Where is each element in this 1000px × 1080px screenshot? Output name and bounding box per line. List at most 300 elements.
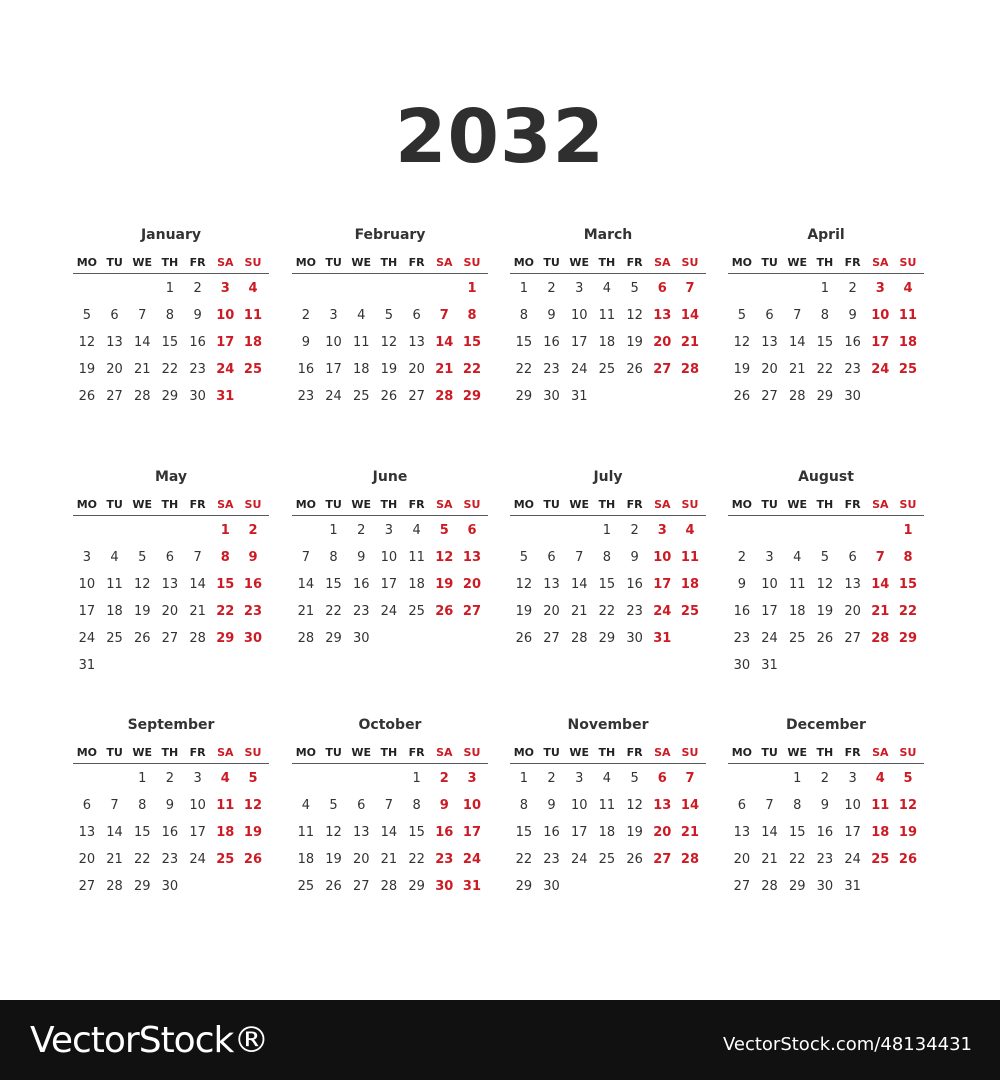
day-cell: 27 <box>78 879 96 894</box>
empty-cell <box>101 522 129 549</box>
day-cell: 3 <box>575 771 584 786</box>
day-cell: 27 <box>543 631 560 646</box>
day-cell: 6 <box>165 550 175 565</box>
day-cell: 11 <box>408 550 425 565</box>
empty-cell <box>320 280 348 307</box>
day-cell: 7 <box>110 798 119 813</box>
day-cell: 30 <box>189 389 206 404</box>
weekday-label: TU <box>106 498 123 511</box>
day-cell: 5 <box>820 550 830 565</box>
weekday-label: SU <box>681 256 699 269</box>
month-title: May <box>154 469 188 485</box>
day-cell: 24 <box>570 852 588 867</box>
month-title: March <box>583 227 633 243</box>
weekend-day: 3 <box>657 523 667 538</box>
day-grid <box>292 274 488 415</box>
weekend-day: 12 <box>243 798 263 813</box>
day-cell: 13 <box>844 577 861 592</box>
month-march <box>510 227 706 415</box>
day-grid <box>73 274 269 415</box>
day-cell: 22 <box>515 362 533 377</box>
empty-cell <box>811 522 839 549</box>
weekend-day: 12 <box>435 550 454 565</box>
empty-cell <box>184 522 212 549</box>
day-cell: 26 <box>733 389 751 404</box>
day-cell: 12 <box>515 577 533 592</box>
weekday-label: WE <box>132 498 153 511</box>
day-cell: 21 <box>189 604 206 619</box>
day-cell: 7 <box>575 550 584 565</box>
day-cell: 23 <box>816 852 834 867</box>
weekend-day: 24 <box>216 362 235 377</box>
weekend-day: 27 <box>462 604 482 619</box>
weekend-day: 30 <box>243 631 263 646</box>
day-cell: 25 <box>598 362 616 377</box>
weekend-day: 27 <box>653 852 672 867</box>
weekday-label: MO <box>731 498 752 511</box>
weekend-day: 7 <box>439 308 449 323</box>
month-title: June <box>372 469 408 485</box>
day-cell: 20 <box>408 362 425 377</box>
day-cell: 10 <box>844 798 861 813</box>
empty-cell <box>866 522 894 549</box>
weekday-header <box>510 746 706 764</box>
day-cell: 14 <box>380 825 398 840</box>
day-cell: 8 <box>165 308 175 323</box>
day-cell: 28 <box>788 389 806 404</box>
day-cell: 19 <box>733 362 751 377</box>
weekend-day: 31 <box>216 389 235 404</box>
weekday-header <box>728 498 924 516</box>
weekday-label: TH <box>598 498 616 511</box>
day-cell: 23 <box>189 362 206 377</box>
day-cell: 28 <box>133 389 151 404</box>
empty-cell <box>73 280 101 307</box>
day-cell: 24 <box>78 631 96 646</box>
day-cell: 27 <box>733 879 751 894</box>
day-cell: 28 <box>297 631 315 646</box>
weekend-day: 1 <box>903 523 913 538</box>
day-cell: 6 <box>848 550 857 565</box>
weekend-day: 15 <box>462 335 482 350</box>
weekend-day: 23 <box>435 852 454 867</box>
day-cell: 20 <box>78 852 96 867</box>
day-cell: 14 <box>761 825 778 840</box>
day-cell: 28 <box>106 879 123 894</box>
day-grid <box>728 764 924 905</box>
day-cell: 5 <box>384 308 394 323</box>
month-title: November <box>567 717 649 733</box>
weekday-label: TU <box>325 498 342 511</box>
weekday-label: WE <box>351 256 372 269</box>
weekend-day: 18 <box>898 335 918 350</box>
weekend-day: 22 <box>898 604 918 619</box>
day-cell: 6 <box>357 798 366 813</box>
empty-cell <box>375 280 403 307</box>
weekend-day: 8 <box>467 308 477 323</box>
weekday-label: SA <box>436 746 453 759</box>
day-cell: 15 <box>408 825 425 840</box>
empty-cell <box>756 770 784 797</box>
day-cell: 7 <box>138 308 147 323</box>
weekend-day: 28 <box>871 631 890 646</box>
day-cell: 22 <box>161 362 179 377</box>
day-cell: 13 <box>733 825 751 840</box>
day-cell: 27 <box>161 631 179 646</box>
day-cell: 10 <box>325 335 342 350</box>
weekend-day: 22 <box>462 362 482 377</box>
day-cell: 22 <box>788 852 806 867</box>
day-cell: 19 <box>380 362 398 377</box>
empty-cell <box>728 522 756 549</box>
weekend-day: 3 <box>220 281 230 296</box>
weekend-day: 31 <box>653 631 672 646</box>
weekday-label: WE <box>132 256 153 269</box>
empty-cell <box>156 522 184 549</box>
month-december <box>728 717 924 905</box>
day-cell: 31 <box>844 879 861 894</box>
weekday-label: SA <box>436 256 453 269</box>
day-cell: 11 <box>598 308 616 323</box>
day-cell: 19 <box>515 604 533 619</box>
day-cell: 13 <box>408 335 425 350</box>
month-title: October <box>358 717 422 733</box>
day-cell: 1 <box>138 771 147 786</box>
day-cell: 13 <box>543 577 560 592</box>
weekend-day: 25 <box>871 852 890 867</box>
weekday-header <box>292 498 488 516</box>
weekend-day: 8 <box>220 550 230 565</box>
weekend-day: 4 <box>875 771 885 786</box>
day-cell: 15 <box>325 577 342 592</box>
weekday-label: SU <box>463 746 481 759</box>
day-cell: 16 <box>352 577 370 592</box>
weekday-label: SA <box>654 746 671 759</box>
weekday-label: TU <box>325 256 342 269</box>
day-cell: 5 <box>138 550 147 565</box>
day-cell: 17 <box>78 604 96 619</box>
day-cell: 8 <box>602 550 612 565</box>
day-cell: 3 <box>329 308 338 323</box>
day-cell: 21 <box>570 604 588 619</box>
month-title: January <box>140 227 202 243</box>
day-grid <box>510 516 706 657</box>
empty-cell <box>73 522 101 549</box>
day-cell: 31 <box>761 658 778 673</box>
day-cell: 12 <box>626 798 643 813</box>
day-cell: 27 <box>106 389 123 404</box>
day-cell: 28 <box>570 631 588 646</box>
weekend-day: 24 <box>871 362 890 377</box>
weekend-day: 5 <box>903 771 913 786</box>
day-cell: 8 <box>519 798 528 813</box>
day-cell: 17 <box>761 604 778 619</box>
weekday-label: SU <box>244 746 262 759</box>
weekday-label: MO <box>76 256 97 269</box>
day-cell: 6 <box>82 798 91 813</box>
day-cell: 30 <box>626 631 643 646</box>
day-cell: 26 <box>626 852 643 867</box>
day-cell: 27 <box>408 389 425 404</box>
empty-cell <box>728 770 756 797</box>
weekday-label: TH <box>380 256 398 269</box>
weekend-day: 18 <box>216 825 235 840</box>
day-cell: 1 <box>412 771 421 786</box>
day-cell: 9 <box>193 308 202 323</box>
weekend-day: 5 <box>248 771 258 786</box>
day-cell: 23 <box>733 631 751 646</box>
weekend-day: 21 <box>680 825 700 840</box>
day-cell: 25 <box>788 631 806 646</box>
weekday-label: SA <box>872 746 889 759</box>
day-cell: 19 <box>626 825 643 840</box>
day-cell: 25 <box>352 389 370 404</box>
weekday-label: MO <box>295 498 316 511</box>
day-cell: 20 <box>106 362 123 377</box>
weekend-day: 16 <box>243 577 263 592</box>
day-cell: 30 <box>543 389 560 404</box>
day-cell: 26 <box>816 631 834 646</box>
weekday-header <box>510 498 706 516</box>
weekend-day: 29 <box>898 631 918 646</box>
weekend-day: 11 <box>898 308 918 323</box>
day-cell: 14 <box>133 335 151 350</box>
empty-cell <box>128 280 156 307</box>
weekday-header <box>510 256 706 274</box>
day-cell: 19 <box>325 852 342 867</box>
weekday-label: FR <box>626 498 643 511</box>
weekend-day: 11 <box>216 798 235 813</box>
day-cell: 22 <box>408 852 425 867</box>
weekend-day: 25 <box>898 362 918 377</box>
day-cell: 24 <box>380 604 398 619</box>
weekday-label: FR <box>189 746 206 759</box>
weekday-label: SA <box>217 256 234 269</box>
weekday-label: FR <box>189 498 206 511</box>
empty-cell <box>101 770 129 797</box>
day-cell: 25 <box>408 604 425 619</box>
weekday-label: FR <box>408 256 425 269</box>
weekend-day: 7 <box>685 281 695 296</box>
weekend-day: 9 <box>439 798 449 813</box>
day-cell: 4 <box>793 550 802 565</box>
weekend-day: 5 <box>439 523 449 538</box>
day-cell: 18 <box>598 335 616 350</box>
day-cell: 23 <box>626 604 643 619</box>
day-cell: 10 <box>189 798 206 813</box>
day-cell: 4 <box>412 523 421 538</box>
weekday-label: SA <box>654 256 671 269</box>
empty-cell <box>783 280 811 307</box>
weekend-day: 14 <box>435 335 454 350</box>
weekday-label: FR <box>626 746 643 759</box>
day-cell: 12 <box>380 335 398 350</box>
day-cell: 2 <box>848 281 857 296</box>
day-cell: 2 <box>547 281 556 296</box>
weekday-label: SU <box>463 498 481 511</box>
day-cell: 7 <box>793 308 802 323</box>
month-title: July <box>593 469 623 485</box>
weekend-day: 20 <box>462 577 482 592</box>
weekday-label: WE <box>787 256 808 269</box>
day-cell: 29 <box>788 879 806 894</box>
weekend-day: 17 <box>653 577 672 592</box>
day-cell: 3 <box>765 550 774 565</box>
weekend-day: 20 <box>653 825 672 840</box>
day-cell: 17 <box>570 335 588 350</box>
day-cell: 28 <box>380 879 398 894</box>
empty-cell <box>320 770 348 797</box>
day-cell: 21 <box>133 362 151 377</box>
weekend-day: 13 <box>462 550 482 565</box>
weekend-day: 26 <box>243 852 263 867</box>
day-cell: 16 <box>543 825 560 840</box>
day-cell: 3 <box>82 550 91 565</box>
weekend-day: 18 <box>871 825 890 840</box>
weekend-day: 10 <box>871 308 890 323</box>
day-cell: 7 <box>193 550 202 565</box>
empty-cell <box>128 522 156 549</box>
weekend-day: 26 <box>898 852 918 867</box>
day-cell: 29 <box>133 879 151 894</box>
day-cell: 25 <box>106 631 123 646</box>
day-cell: 22 <box>816 362 834 377</box>
weekday-label: TU <box>761 746 778 759</box>
weekend-day: 14 <box>680 798 700 813</box>
weekend-day: 28 <box>680 362 700 377</box>
day-cell: 2 <box>820 771 830 786</box>
day-cell: 31 <box>78 658 96 673</box>
day-cell: 15 <box>598 577 616 592</box>
weekend-day: 24 <box>653 604 672 619</box>
day-cell: 10 <box>570 308 588 323</box>
day-cell: 22 <box>325 604 342 619</box>
month-august <box>728 469 924 684</box>
weekend-day: 19 <box>898 825 918 840</box>
month-october <box>292 717 488 905</box>
weekend-day: 1 <box>467 281 477 296</box>
day-cell: 27 <box>352 879 370 894</box>
day-cell: 17 <box>325 362 342 377</box>
weekday-header <box>292 746 488 764</box>
day-cell: 26 <box>515 631 533 646</box>
day-cell: 20 <box>844 604 861 619</box>
weekend-day: 2 <box>248 523 258 538</box>
day-cell: 14 <box>106 825 123 840</box>
day-cell: 26 <box>626 362 643 377</box>
day-cell: 1 <box>329 523 338 538</box>
weekend-day: 18 <box>243 335 263 350</box>
weekday-label: FR <box>844 498 861 511</box>
day-cell: 8 <box>138 798 147 813</box>
day-cell: 29 <box>515 389 533 404</box>
day-cell: 13 <box>761 335 778 350</box>
day-cell: 2 <box>301 308 310 323</box>
day-cell: 22 <box>598 604 616 619</box>
day-cell: 24 <box>570 362 588 377</box>
weekend-day: 30 <box>435 879 454 894</box>
day-cell: 3 <box>575 281 584 296</box>
day-cell: 18 <box>352 362 370 377</box>
weekday-label: FR <box>408 498 425 511</box>
day-cell: 9 <box>547 798 556 813</box>
day-cell: 22 <box>515 852 533 867</box>
day-grid <box>292 516 488 657</box>
day-cell: 26 <box>380 389 398 404</box>
day-cell: 17 <box>189 825 206 840</box>
day-grid <box>73 516 269 684</box>
day-cell: 2 <box>737 550 746 565</box>
weekend-day: 3 <box>467 771 477 786</box>
weekend-day: 4 <box>903 281 913 296</box>
day-cell: 13 <box>161 577 179 592</box>
weekday-label: MO <box>513 256 534 269</box>
weekday-label: TH <box>380 746 398 759</box>
weekday-label: SA <box>872 256 889 269</box>
day-cell: 2 <box>357 523 366 538</box>
weekend-day: 14 <box>871 577 890 592</box>
day-cell: 1 <box>519 281 528 296</box>
weekday-label: SU <box>463 256 481 269</box>
day-cell: 22 <box>133 852 151 867</box>
day-cell: 15 <box>133 825 151 840</box>
day-cell: 30 <box>733 658 751 673</box>
weekday-header <box>728 746 924 764</box>
day-cell: 15 <box>515 335 533 350</box>
month-april <box>728 227 924 415</box>
weekday-label: SU <box>244 498 262 511</box>
empty-cell <box>430 280 458 307</box>
day-cell: 7 <box>765 798 774 813</box>
weekday-label: MO <box>513 498 534 511</box>
weekday-label: MO <box>76 746 97 759</box>
weekday-label: FR <box>844 746 861 759</box>
day-cell: 6 <box>547 550 556 565</box>
weekday-label: SA <box>436 498 453 511</box>
day-cell: 13 <box>78 825 96 840</box>
day-cell: 12 <box>78 335 96 350</box>
day-cell: 29 <box>816 389 834 404</box>
empty-cell <box>375 770 403 797</box>
weekend-day: 13 <box>653 308 672 323</box>
weekday-label: TU <box>761 256 778 269</box>
weekday-label: SA <box>217 498 234 511</box>
weekday-label: SU <box>681 746 699 759</box>
day-cell: 1 <box>519 771 528 786</box>
weekday-label: TH <box>816 746 834 759</box>
weekend-day: 23 <box>243 604 263 619</box>
weekend-day: 29 <box>216 631 235 646</box>
day-cell: 24 <box>325 389 342 404</box>
day-cell: 30 <box>816 879 834 894</box>
day-cell: 12 <box>325 825 342 840</box>
weekday-label: TU <box>543 498 560 511</box>
weekend-day: 22 <box>216 604 235 619</box>
day-cell: 5 <box>519 550 528 565</box>
weekday-label: FR <box>189 256 206 269</box>
empty-cell <box>538 522 566 549</box>
weekday-label: SU <box>681 498 699 511</box>
weekday-label: WE <box>132 746 153 759</box>
day-cell: 20 <box>543 604 560 619</box>
weekday-label: SU <box>899 498 917 511</box>
day-cell: 1 <box>165 281 175 296</box>
day-cell: 10 <box>78 577 96 592</box>
weekend-day: 15 <box>216 577 235 592</box>
weekend-day: 14 <box>680 308 700 323</box>
day-cell: 7 <box>301 550 310 565</box>
day-cell: 4 <box>110 550 119 565</box>
